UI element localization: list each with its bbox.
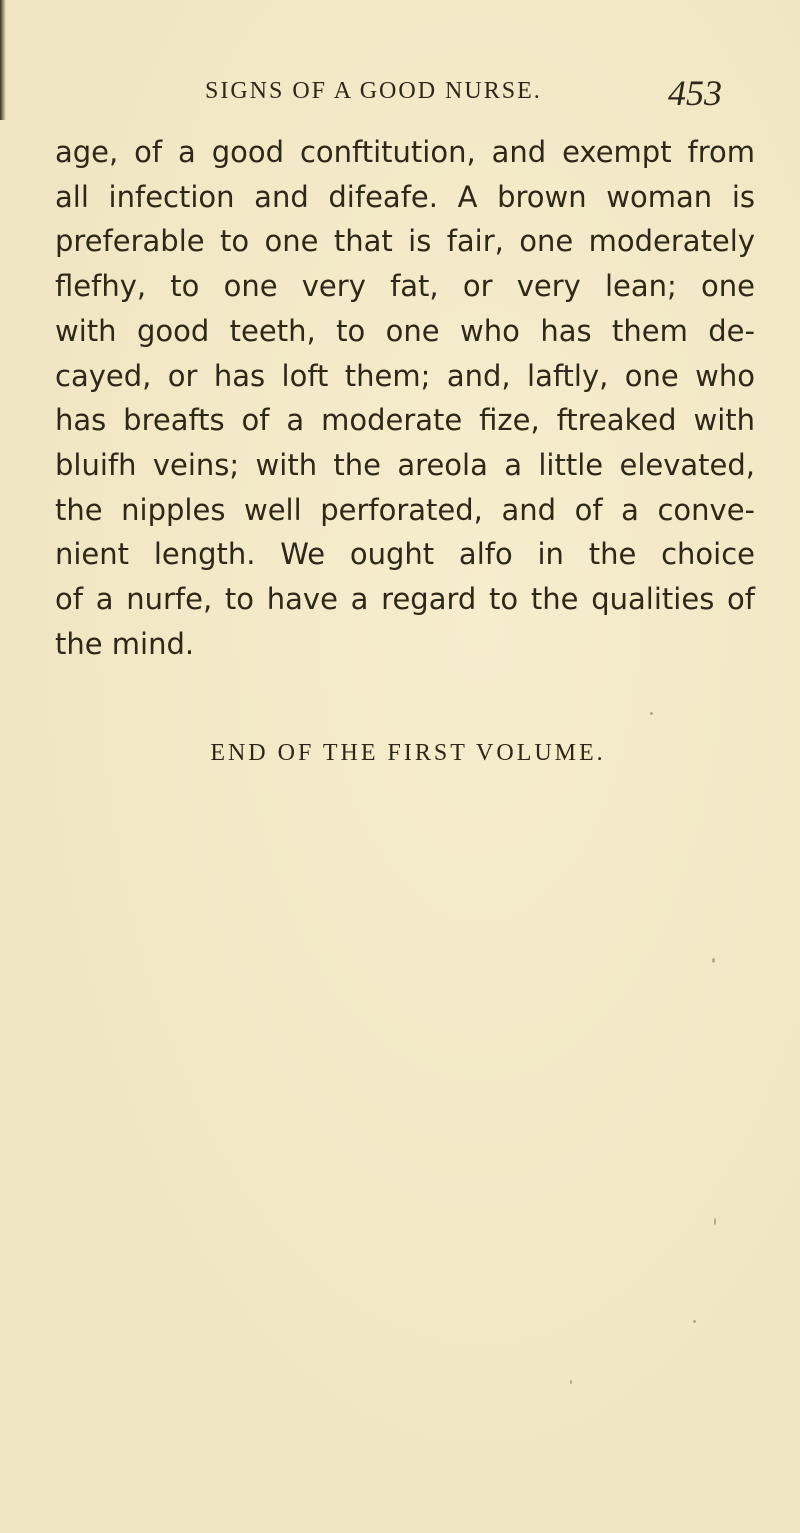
paper-speck xyxy=(570,1380,572,1384)
text-line: age, of a good conftitution, and exempt from xyxy=(55,135,755,169)
text-line: the nipples well perforated, and of a conve- xyxy=(55,492,755,527)
paper-speck xyxy=(712,958,715,963)
paper-speck xyxy=(714,1218,716,1225)
text-line: of a nurfe, to have a regard to the qualities of xyxy=(55,582,755,617)
colophon xyxy=(0,740,800,767)
text-line: nient length. We ought alfo in the choice xyxy=(55,537,755,572)
text-line: has breafts of a moderate fize, ftreaked with xyxy=(55,403,755,438)
text-line: flefhy, to one very fat, or very lean; one xyxy=(55,269,755,304)
colophon-text: END OF THE FIRST VOLUME. xyxy=(210,740,606,766)
text-line: all infection and difeafe. A brown woman is xyxy=(55,179,755,214)
paper-speck xyxy=(693,1320,696,1323)
paper-speck xyxy=(650,712,653,715)
running-title: SIGNS OF A GOOD NURSE. xyxy=(205,78,542,104)
running-head xyxy=(0,70,800,120)
text-line: preferable to one that is fair, one moderately xyxy=(55,224,755,259)
text-line: bluifh veins; with the areola a little elevated, xyxy=(55,447,755,482)
text-line: with good teeth, to one who has them de- xyxy=(55,313,755,348)
text-line: the mind. xyxy=(55,626,195,661)
page-number: 453 xyxy=(668,73,722,113)
text-line: cayed, or has loft them; and, laftly, one who xyxy=(55,358,755,393)
body-paragraph xyxy=(55,130,755,666)
